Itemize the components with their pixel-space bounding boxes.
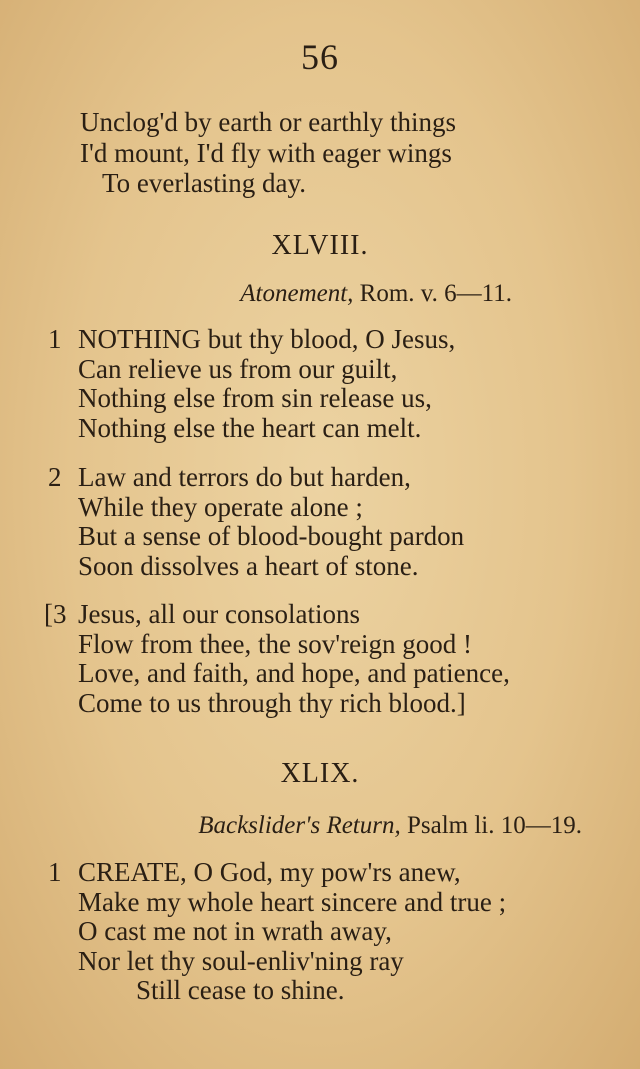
- verse-line: Flow from thee, the sov'reign good !: [78, 628, 473, 659]
- stanza-number: 1: [48, 857, 62, 887]
- verse-line: Make my whole heart sincere and true ;: [78, 886, 507, 917]
- verse-line: I'd mount, I'd fly with eager wings: [80, 137, 452, 168]
- verse-line: Can relieve us from our guilt,: [78, 353, 398, 384]
- verse-line: But a sense of blood-bought pardon: [78, 521, 465, 551]
- verse-line: 2 Law and terrors do but harden,: [48, 462, 411, 492]
- verse-line: Soon dissolves a heart of stone.: [78, 550, 419, 581]
- stanza: [48, 858, 506, 1006]
- hymn-title: [198, 812, 582, 840]
- verse-line: Nothing else from sin release us,: [78, 383, 432, 413]
- stanza: [48, 463, 464, 581]
- verse-line: 1 CREATE, O God, my pow'rs anew,: [48, 857, 461, 887]
- hymn-title: [240, 280, 512, 308]
- verse-line: 1 NOTHING but thy blood, O Jesus,: [48, 324, 456, 354]
- verse-line: To everlasting day.: [102, 168, 307, 198]
- scripture-reference: Psalm li. 10—19.: [406, 812, 582, 839]
- verse-line: While they operate alone ;: [78, 491, 363, 522]
- hymn-number: XLIX.: [280, 758, 360, 789]
- verse-line: O cast me not in wrath away,: [78, 916, 392, 946]
- verse-line: Love, and faith, and hope, and patience,: [78, 658, 510, 688]
- stanza-number: [3: [44, 599, 67, 629]
- hymn-title-text: Atonement,: [240, 280, 354, 307]
- continuation-verse: [80, 107, 456, 199]
- stanza-number: 2: [48, 462, 62, 492]
- stanza: [44, 600, 510, 718]
- scripture-reference: Rom. v. 6—11.: [359, 280, 512, 307]
- stanza: [48, 325, 455, 443]
- hymn-number: XLVIII.: [271, 230, 369, 261]
- verse-line: Nor let thy soul-enliv'ning ray: [78, 945, 404, 976]
- hymn-title-text: Backslider's Return,: [198, 812, 401, 839]
- page-number: 56: [301, 37, 339, 77]
- verse-line: [3 Jesus, all our consolations: [44, 599, 360, 629]
- verse-line: Nothing else the heart can melt.: [78, 412, 422, 443]
- verse-line: Still cease to shine.: [136, 975, 345, 1005]
- verse-line: Come to us through thy rich blood.]: [78, 687, 466, 718]
- stanza-number: 1: [48, 324, 62, 354]
- verse-line: Unclog'd by earth or earthly things: [80, 107, 457, 137]
